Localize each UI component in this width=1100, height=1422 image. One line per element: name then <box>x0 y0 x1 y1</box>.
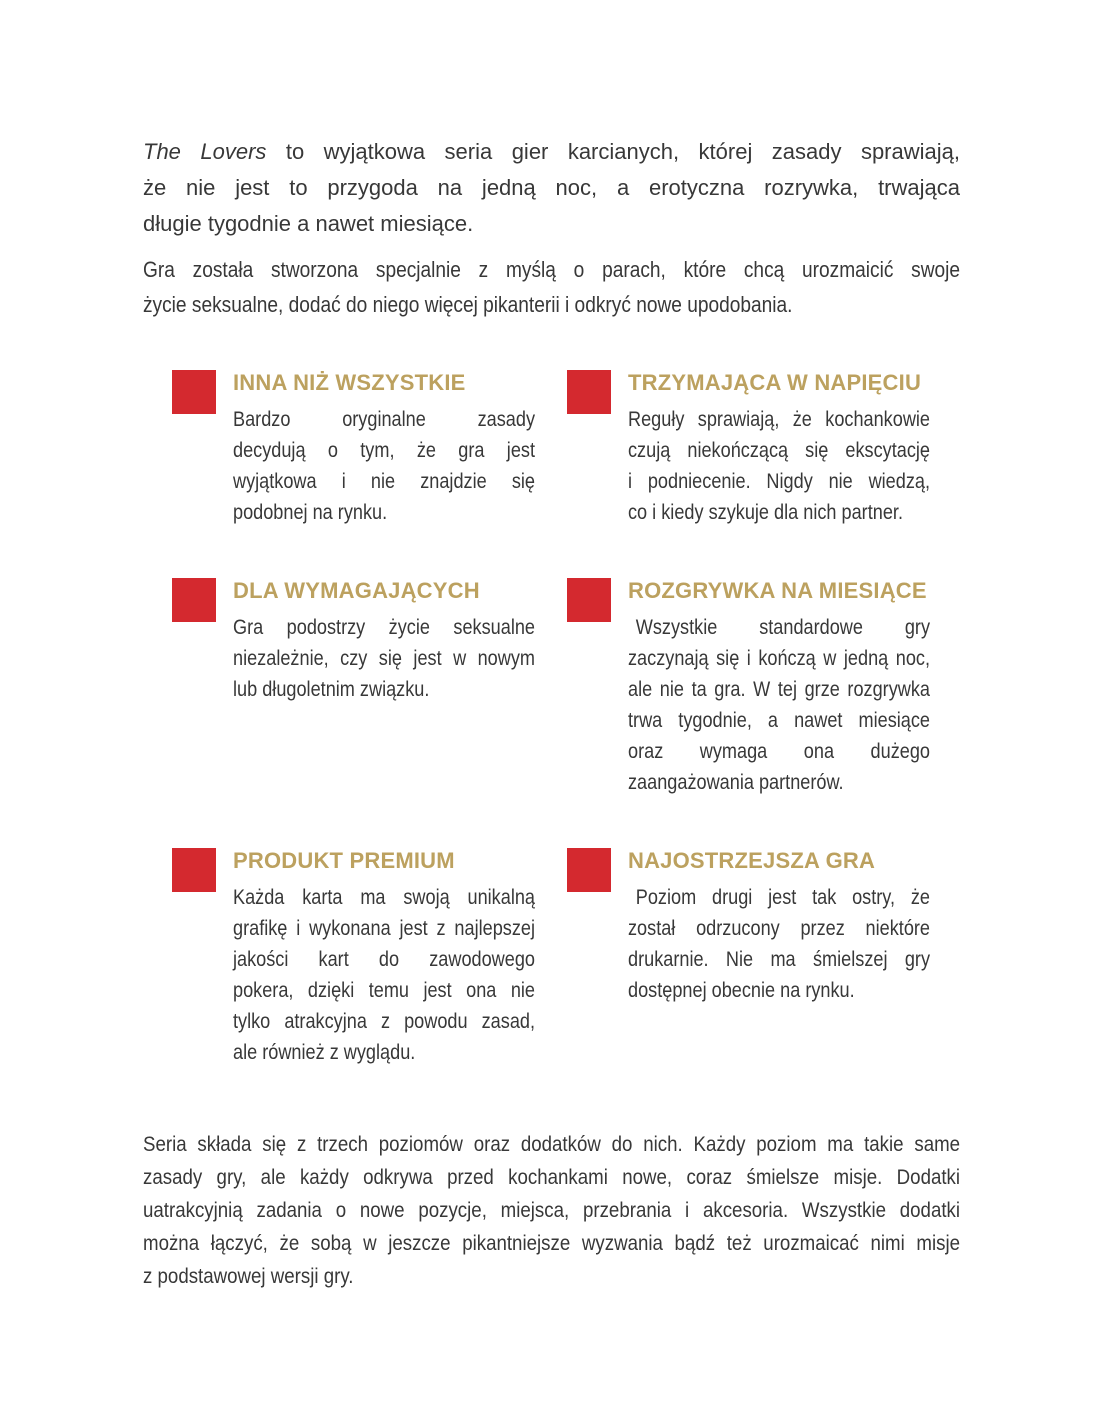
text-line: niezależnie, czy się jest w nowym <box>233 647 536 670</box>
feature-text <box>233 848 535 1068</box>
text-line: Gra została stworzona specjalnie z myślą o parach, które chcą urozmaicić swoje <box>143 257 961 282</box>
text-line: Każda karta ma swoją unikalną <box>233 886 536 909</box>
feature-text <box>233 578 535 705</box>
intro-line-1-rest: to wyjątkowa seria gier karcianych, której zasady sprawiają, <box>266 139 960 164</box>
text-line: decydują o tym, że gra jest <box>233 439 536 462</box>
red-square-bullet <box>172 848 216 892</box>
red-square-bullet <box>567 370 611 414</box>
text-line: ale również z wyglądu. <box>233 1041 416 1064</box>
red-square-bullet <box>567 578 611 622</box>
feature-body <box>233 612 535 705</box>
text-line: wyjątkowa i nie znajdzie się <box>233 470 536 493</box>
feature-body <box>628 882 930 1006</box>
feature-body <box>233 882 535 1068</box>
text-line: Bardzo oryginalne zasady <box>233 408 536 431</box>
text-line: oraz wymaga ona dużego <box>628 740 931 763</box>
text-line: co i kiedy szykuje dla nich partner. <box>628 501 903 524</box>
text-line: grafikę i wykonana jest z najlepszej <box>233 917 536 940</box>
feature-heading: DLA WYMAGAJĄCYCH <box>233 578 480 603</box>
feature-heading: ROZGRYWKA NA MIESIĄCE <box>628 578 927 603</box>
features-grid <box>172 370 960 1068</box>
text-line: ale nie ta gra. W tej grze rozgrywka <box>628 678 931 701</box>
text-line: tylko atrakcyjna z powodu zasad, <box>233 1010 536 1033</box>
intro-line-3: długie tygodnie a nawet miesiące. <box>143 211 474 236</box>
feature-heading: INNA NIŻ WSZYSTKIE <box>233 370 466 395</box>
text-line: Reguły sprawiają, że kochankowie <box>628 408 931 431</box>
feature-najostrzejsza-gra <box>567 848 930 1068</box>
text-line: czują niekończącą się ekscytację <box>628 439 931 462</box>
text-line: Wszystkie standardowe gry <box>635 616 931 639</box>
text-line: można łączyć, że sobą w jeszcze pikantniejsze wyzwania bądź też urozmaicać nimi misje <box>143 1231 961 1255</box>
feature-produkt-premium <box>172 848 535 1068</box>
second-paragraph <box>143 252 960 322</box>
feature-body <box>233 404 535 528</box>
red-square-bullet <box>172 370 216 414</box>
text-line: dostępnej obecnie na rynku. <box>628 979 855 1002</box>
intro-paragraph <box>143 134 960 242</box>
text-line: zaangażowania partnerów. <box>628 771 844 794</box>
feature-heading: PRODUKT PREMIUM <box>233 848 455 873</box>
text-line: lub długoletnim związku. <box>233 678 430 701</box>
feature-heading: TRZYMAJĄCA W NAPIĘCIU <box>628 370 922 395</box>
text-line: drukarnie. Nie ma śmielszej gry <box>628 948 931 971</box>
red-square-bullet <box>172 578 216 622</box>
text-line: z podstawowej wersji gry. <box>143 1264 354 1288</box>
feature-heading: NAJOSTRZEJSZA GRA <box>628 848 876 873</box>
text-line: Gra podostrzy życie seksualne <box>233 616 536 639</box>
feature-body <box>628 612 930 798</box>
text-line: podobnej na rynku. <box>233 501 388 524</box>
text-line: życie seksualne, dodać do niego więcej pikanterii i odkryć nowe upodobania. <box>143 292 793 317</box>
text-line: Poziom drugi jest tak ostry, że <box>635 886 931 909</box>
feature-dla-wymagajacych <box>172 578 535 798</box>
series-title: The Lovers <box>143 139 267 164</box>
feature-text <box>628 370 930 528</box>
text-line: trwa tygodnie, a nawet miesiące <box>628 709 931 732</box>
feature-text <box>233 370 535 528</box>
feature-body <box>628 404 930 528</box>
red-square-bullet <box>567 848 611 892</box>
text-line: zaczynają się i kończą w jedną noc, <box>628 647 931 670</box>
text-line: zasady gry, ale każdy odkrywa przed kochankami nowe, coraz śmielsze misje. Dodatki <box>143 1165 961 1189</box>
feature-inna-niz-wszystkie <box>172 370 535 528</box>
closing-paragraph <box>143 1128 960 1293</box>
text-line: został odrzucony przez niektóre <box>628 917 931 940</box>
feature-text <box>628 848 930 1006</box>
text-line: uatrakcyjnią zadania o nowe pozycje, miejsca, przebrania i akcesoria. Wszystkie dodatki <box>143 1198 961 1222</box>
text-line: jakości kart do zawodowego <box>233 948 536 971</box>
intro-line-2: że nie jest to przygoda na jedną noc, a erotyczna rozrywka, trwająca <box>143 175 960 200</box>
text-line: Seria składa się z trzech poziomów oraz dodatków do nich. Każdy poziom ma takie same <box>143 1132 961 1156</box>
text-line: pokera, dzięki temu jest ona nie <box>233 979 536 1002</box>
feature-text <box>628 578 930 798</box>
text-line: i podniecenie. Nigdy nie wiedzą, <box>628 470 931 493</box>
feature-trzymajaca-w-napieciu <box>567 370 930 528</box>
intro-line-1 <box>143 134 960 170</box>
feature-rozgrywka-na-miesiace <box>567 578 930 798</box>
